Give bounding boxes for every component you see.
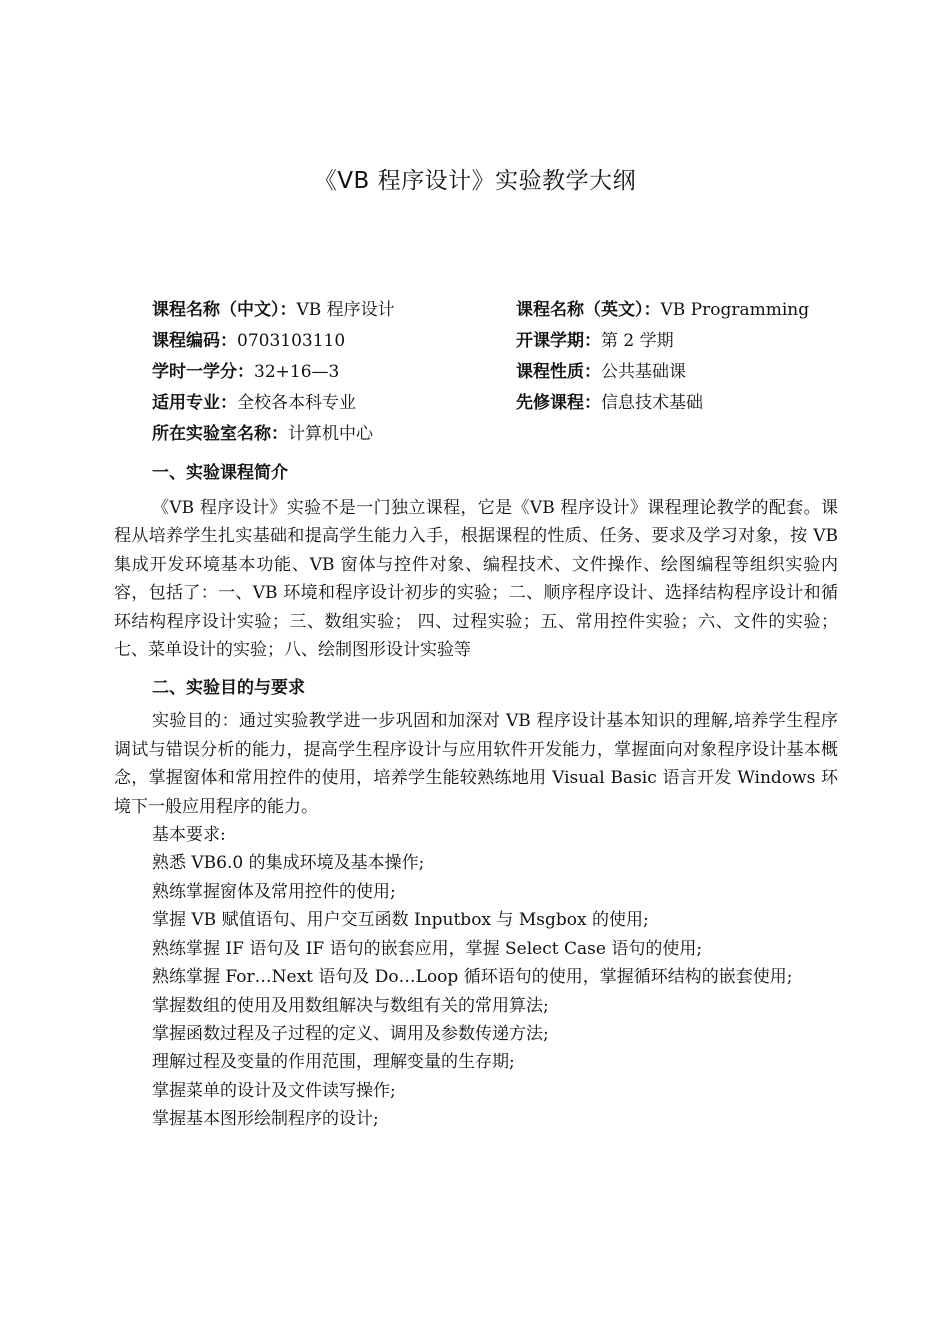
course-code [152, 327, 516, 358]
course-nature-value: 公共基础课 [601, 362, 686, 382]
course-lab [152, 420, 516, 451]
course-majors-value: 全校各本科专业 [237, 393, 356, 413]
requirement-item: 熟练掌握窗体及常用控件的使用; [152, 881, 396, 902]
requirement-item: 理解过程及变量的作用范围，理解变量的生存期; [152, 1052, 515, 1073]
course-prerequisite [516, 389, 703, 420]
requirement-item: 熟练掌握 For…Next 语句及 Do…Loop 循环语句的使用，掌握循环结构的嵌套使用; [152, 967, 793, 988]
course-name-cn-label: 课程名称（中文）： [152, 300, 297, 320]
requirement-item: 熟练掌握 IF 语句及 IF 语句的嵌套应用，掌握 Select Case 语句的使用; [152, 938, 703, 959]
course-code-value: 0703103110 [237, 331, 346, 351]
course-nature [516, 358, 686, 389]
course-majors-label: 适用专业： [152, 393, 237, 413]
course-code-label: 课程编码： [152, 331, 237, 351]
goals-paragraph: 实验目的：通过实验教学进一步巩固和加深对 VB 程序设计基本知识的理解,培养学生程序调试与错误分析的能力，提高学生程序设计与应用软件开发能力，掌握面向对象程序设计基本概念，掌握窗体和常用控件的使用，培养学生能较熟练地用 Visual Basic 语言开发 Windows 环境下一般应用程序的能力。 [114, 711, 838, 817]
course-info-row [152, 358, 852, 389]
course-name-cn [152, 296, 516, 327]
requirement-item: 熟悉 VB6.0 的集成环境及基本操作; [152, 853, 425, 874]
requirement-item: 掌握菜单的设计及文件读写操作; [152, 1080, 396, 1101]
course-info-row [152, 420, 852, 451]
course-prerequisite-value: 信息技术基础 [601, 393, 703, 413]
course-semester [516, 327, 674, 358]
intro-paragraph: 《VB 程序设计》实验不是一门独立课程，它是《VB 程序设计》课程理论教学的配套。课程从培养学生扎实基础和提高学生能力入手，根据课程的性质、任务、要求及学习对象，按 VB 集成开发环境基本功能、VB 窗体与控件对象、编程技术、文件操作、绘图编程等组织实验内容，包括了：一、VB 环境和程序设计初步的实验；二、顺序程序设计、选择结构程序设计和循环结构程序设计实验；三、数组实验； 四、过程实验；五、常用控件实验；六、文件的实验；七、菜单设计的实验；八、绘制图形设计实验等 [114, 498, 838, 661]
course-name-en [516, 296, 809, 327]
section-heading-intro: 一、实验课程简介 [152, 463, 288, 483]
course-lab-value: 计算机中心 [288, 424, 373, 444]
course-hours-credits-label: 学时一学分： [152, 362, 254, 382]
course-semester-label: 开课学期： [516, 331, 601, 351]
course-lab-label: 所在实验室名称： [152, 424, 288, 444]
course-info-row [152, 389, 852, 420]
course-info-block [152, 296, 852, 451]
requirement-item: 掌握函数过程及子过程的定义、调用及参数传递方法; [152, 1023, 549, 1044]
course-semester-value: 第 2 学期 [601, 331, 674, 351]
course-prerequisite-label: 先修课程： [516, 393, 601, 413]
course-info-row [152, 296, 852, 327]
requirement-item: 掌握数组的使用及用数组解决与数组有关的常用算法; [152, 995, 549, 1016]
document-title: 《VB 程序设计》实验教学大纲 [313, 168, 637, 194]
course-name-cn-value: VB 程序设计 [296, 300, 395, 320]
course-name-en-value: VB Programming [660, 300, 810, 320]
course-name-en-label: 课程名称（英文）： [516, 300, 661, 320]
requirement-item: 掌握 VB 赋值语句、用户交互函数 Inputbox 与 Msgbox 的使用; [152, 910, 649, 931]
course-nature-label: 课程性质： [516, 362, 601, 382]
course-hours-credits-value: 32+16—3 [254, 362, 340, 382]
course-majors [152, 389, 516, 420]
requirement-item: 掌握基本图形绘制程序的设计; [152, 1109, 379, 1130]
section-heading-goals: 二、实验目的与要求 [152, 678, 305, 699]
course-hours-credits [152, 358, 516, 389]
document-body [114, 458, 838, 1134]
requirements-heading: 基本要求: [152, 825, 226, 846]
course-info-row [152, 327, 852, 358]
